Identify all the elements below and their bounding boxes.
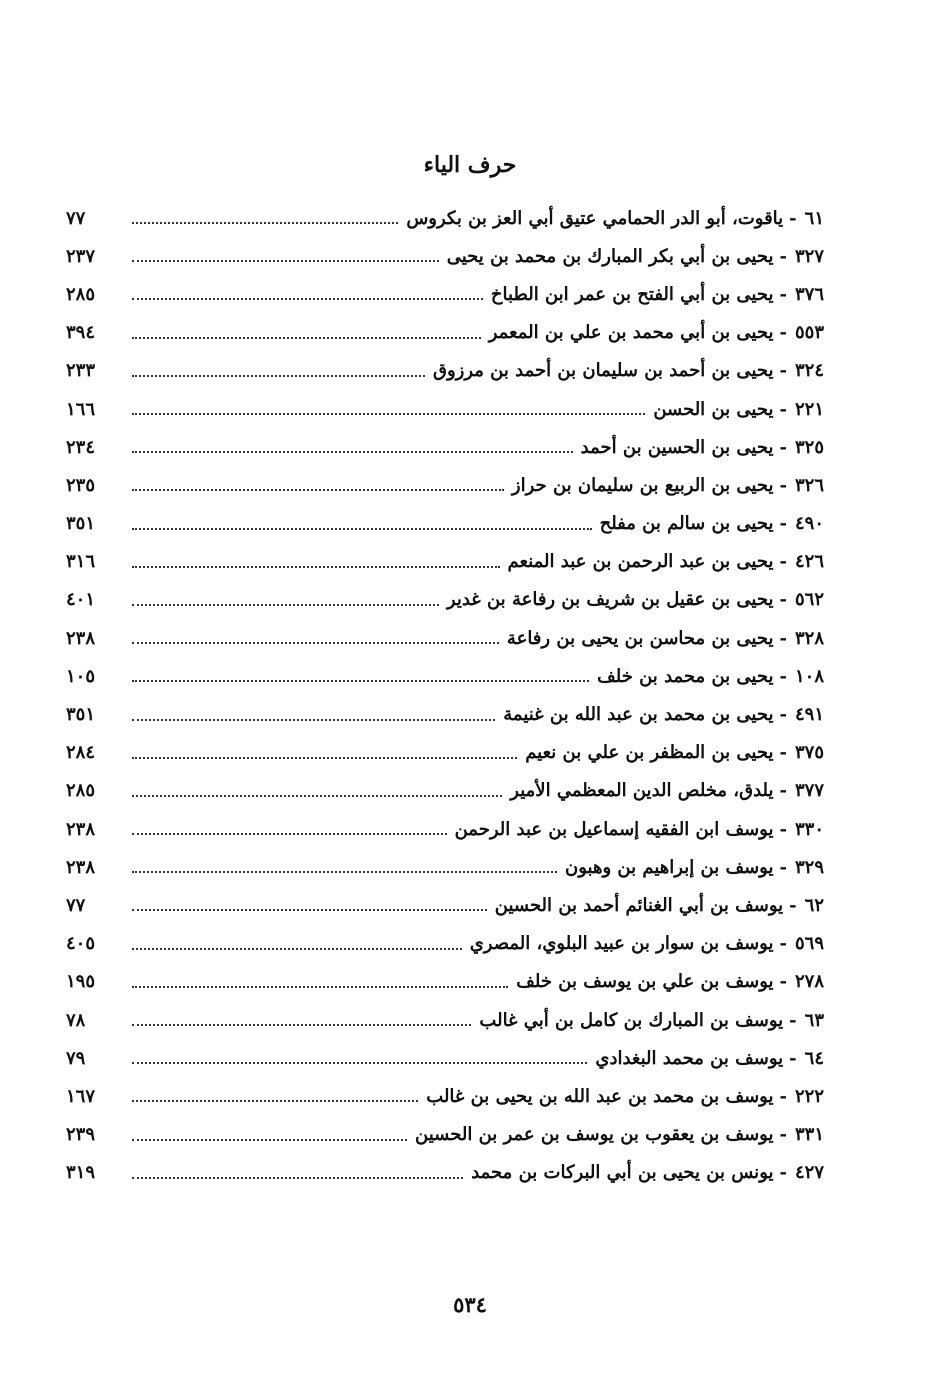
entry-number: ٤٢٦ <box>794 551 824 573</box>
dot-leader <box>132 413 645 415</box>
entry-separator: - <box>779 474 787 496</box>
dot-leader <box>132 833 447 835</box>
index-entry <box>66 695 824 733</box>
entry-number: ٢٧٨ <box>794 971 824 993</box>
entry-page: ٢٣٨ <box>66 818 96 840</box>
page-number: ٥٣٤ <box>453 1292 487 1317</box>
entry-page: ٢٨٥ <box>66 283 96 305</box>
entry-name: يحيى بن محمد بن عبد الله بن غنيمة <box>503 704 774 726</box>
entry-name: يوسف ابن الفقيه إسماعيل بن عبد الرحمن <box>454 818 774 840</box>
index-entry <box>66 848 824 886</box>
entry-separator: - <box>779 436 787 458</box>
index-entry <box>66 428 824 466</box>
index-entry <box>66 199 824 237</box>
entry-name: يحيى بن سالم بن مفلح <box>599 513 774 535</box>
index-entry <box>66 925 824 963</box>
dot-leader <box>132 337 481 339</box>
dot-leader <box>132 604 439 606</box>
index-entry <box>66 1116 824 1154</box>
entry-name: يحيى بن عقيل بن شريف بن رفاعة بن غدير <box>446 589 774 611</box>
entry-separator: - <box>789 1047 797 1069</box>
dot-leader <box>132 795 502 797</box>
entry-number: ٣٣١ <box>794 1124 824 1146</box>
entry-separator: - <box>779 245 787 267</box>
entry-page: ٢٣٨ <box>66 627 96 649</box>
dot-leader <box>132 719 495 721</box>
entry-page: ٢٨٥ <box>66 780 96 802</box>
index-entry <box>66 734 824 772</box>
entry-name: يوسف بن يعقوب بن يوسف بن عمر بن الحسين <box>415 1124 774 1146</box>
entry-number: ١٠٨ <box>794 665 824 687</box>
entry-page: ١٦٦ <box>66 398 96 420</box>
index-list <box>66 199 824 1192</box>
entry-name: يحيى بن الحسن <box>653 398 774 420</box>
entry-separator: - <box>779 398 787 420</box>
entry-number: ٣٢٥ <box>794 436 824 458</box>
entry-number: ٣٢٤ <box>794 360 824 382</box>
entry-separator: - <box>789 207 797 229</box>
entry-separator: - <box>779 283 787 305</box>
entry-separator: - <box>779 665 787 687</box>
entry-number: ٤٢٧ <box>794 1162 824 1184</box>
dot-leader <box>132 375 425 377</box>
index-entry <box>66 810 824 848</box>
entry-number: ٥٦٢ <box>794 589 824 611</box>
dot-leader <box>132 1139 407 1141</box>
entry-name: يحيى بن أبي الفتح بن عمر ابن الطباخ <box>490 283 774 305</box>
entry-page: ٣١٦ <box>66 551 96 573</box>
entry-separator: - <box>779 589 787 611</box>
entry-separator: - <box>779 551 787 573</box>
entry-number: ٣٧٦ <box>794 283 824 305</box>
entry-separator: - <box>779 1085 787 1107</box>
entry-page: ٣٥١ <box>66 704 96 726</box>
dot-leader <box>132 528 592 530</box>
entry-separator: - <box>779 971 787 993</box>
index-entry <box>66 275 824 313</box>
entry-number: ٣٧٥ <box>794 742 824 764</box>
dot-leader <box>132 642 499 644</box>
entry-page: ٢٣٣ <box>66 360 96 382</box>
entry-separator: - <box>779 780 787 802</box>
entry-number: ٤٩١ <box>794 704 824 726</box>
entry-page: ١٠٥ <box>66 665 96 687</box>
index-entry <box>66 619 824 657</box>
entry-number: ٦١ <box>804 207 824 229</box>
entry-name: يوسف بن المبارك بن كامل بن أبي غالب <box>479 1009 784 1031</box>
entry-name: يوسف بن علي بن يوسف بن خلف <box>516 971 774 993</box>
entry-name: يحيى بن أبي بكر المبارك بن محمد بن يحيى <box>446 245 774 267</box>
entry-page: ٣١٩ <box>66 1162 96 1184</box>
entry-name: يحيى بن محمد بن خلف <box>597 665 774 687</box>
entry-number: ٦٢ <box>804 894 824 916</box>
dot-leader <box>132 1177 463 1179</box>
entry-page: ٢٣٤ <box>66 436 96 458</box>
dot-leader <box>132 260 439 262</box>
entry-separator: - <box>779 704 787 726</box>
entry-number: ٢٢٢ <box>794 1085 824 1107</box>
entry-separator: - <box>779 360 787 382</box>
entry-number: ٥٦٩ <box>794 933 824 955</box>
entry-name: يونس بن يحيى بن أبي البركات بن محمد <box>471 1162 774 1184</box>
entry-separator: - <box>779 933 787 955</box>
entry-page: ٤٠١ <box>66 589 96 611</box>
entry-name: يوسف بن أبي الغنائم أحمد بن الحسين <box>494 894 784 916</box>
entry-number: ٤٩٠ <box>794 513 824 535</box>
dot-leader <box>132 566 500 568</box>
entry-page: ١٩٥ <box>66 971 96 993</box>
entry-page: ٢٣٩ <box>66 1124 96 1146</box>
entry-name: يحيى بن الحسين بن أحمد <box>580 436 774 458</box>
dot-leader <box>132 489 504 491</box>
index-entry <box>66 657 824 695</box>
index-entry <box>66 505 824 543</box>
index-entry <box>66 352 824 390</box>
entry-page: ٢٣٨ <box>66 856 96 878</box>
dot-leader <box>132 1100 418 1102</box>
entry-separator: - <box>789 1009 797 1031</box>
entry-separator: - <box>789 894 797 916</box>
index-entry <box>66 1077 824 1115</box>
entry-number: ٣٧٧ <box>794 780 824 802</box>
entry-separator: - <box>779 627 787 649</box>
entry-separator: - <box>779 1162 787 1184</box>
entry-name: يوسف بن محمد البغدادي <box>595 1047 784 1069</box>
index-entry <box>66 237 824 275</box>
entry-name: ياقوت، أبو الدر الحمامي عتيق أبي العز بن بكروس <box>406 207 784 229</box>
entry-number: ٣٢٩ <box>794 856 824 878</box>
entry-page: ٤٠٥ <box>66 933 96 955</box>
index-entry <box>66 466 824 504</box>
entry-number: ٦٣ <box>804 1009 824 1031</box>
dot-leader <box>132 986 508 988</box>
entry-name: يحيى بن أبي محمد بن علي بن المعمر <box>488 322 774 344</box>
index-entry <box>66 1001 824 1039</box>
index-entry <box>66 963 824 1001</box>
entry-name: يلدق، مخلص الدين المعظمي الأمير <box>510 780 774 802</box>
dot-leader <box>132 298 483 300</box>
entry-name: يحيى بن أحمد بن سليمان بن أحمد بن مرزوق <box>432 360 774 382</box>
entry-number: ٣٢٨ <box>794 627 824 649</box>
index-entry <box>66 581 824 619</box>
dot-leader <box>132 909 487 911</box>
index-entry <box>66 886 824 924</box>
entry-page: ٢٣٥ <box>66 474 96 496</box>
entry-number: ٢٢١ <box>794 398 824 420</box>
entry-page: ٣٥١ <box>66 513 96 535</box>
entry-number: ٣٢٧ <box>794 245 824 267</box>
entry-name: يوسف بن سوار بن عبيد البلوي، المصري <box>469 933 774 955</box>
index-entry <box>66 390 824 428</box>
section-heading: حرف الياء <box>423 152 517 178</box>
index-entry <box>66 1039 824 1077</box>
entry-page: ٧٨ <box>66 1009 86 1031</box>
entry-page: ٧٧ <box>66 894 86 916</box>
entry-separator: - <box>779 513 787 535</box>
entry-name: يحيى بن الربيع بن سليمان بن حراز <box>511 474 774 496</box>
dot-leader <box>132 1062 587 1064</box>
entry-number: ٣٣٠ <box>794 818 824 840</box>
entry-page: ٢٣٧ <box>66 245 96 267</box>
entry-number: ٣٢٦ <box>794 474 824 496</box>
entry-name: يوسف بن إبراهيم بن وهبون <box>565 856 774 878</box>
dot-leader <box>132 1024 471 1026</box>
index-entry <box>66 543 824 581</box>
entry-page: ٧٩ <box>66 1047 86 1069</box>
dot-leader <box>132 871 557 873</box>
dot-leader <box>132 451 573 453</box>
dot-leader <box>132 680 589 682</box>
entry-separator: - <box>779 818 787 840</box>
index-entry <box>66 1154 824 1192</box>
entry-page: ١٦٧ <box>66 1085 96 1107</box>
entry-separator: - <box>779 856 787 878</box>
entry-page: ٣٩٤ <box>66 322 96 344</box>
entry-name: يحيى بن المظفر بن علي بن نعيم <box>525 742 774 764</box>
index-entry <box>66 772 824 810</box>
entry-name: يحيى بن محاسن بن يحيى بن رفاعة <box>506 627 774 649</box>
entry-separator: - <box>779 1124 787 1146</box>
entry-number: ٥٥٣ <box>794 322 824 344</box>
entry-name: يوسف بن محمد بن عبد الله بن يحيى بن غالب <box>426 1085 774 1107</box>
entry-separator: - <box>779 742 787 764</box>
entry-number: ٦٤ <box>804 1047 824 1069</box>
dot-leader <box>132 757 517 759</box>
dot-leader <box>132 222 398 224</box>
entry-separator: - <box>779 322 787 344</box>
index-entry <box>66 314 824 352</box>
entry-page: ٢٨٤ <box>66 742 96 764</box>
entry-name: يحيى بن عبد الرحمن بن عبد المنعم <box>507 551 774 573</box>
entry-page: ٧٧ <box>66 207 86 229</box>
dot-leader <box>132 948 462 950</box>
